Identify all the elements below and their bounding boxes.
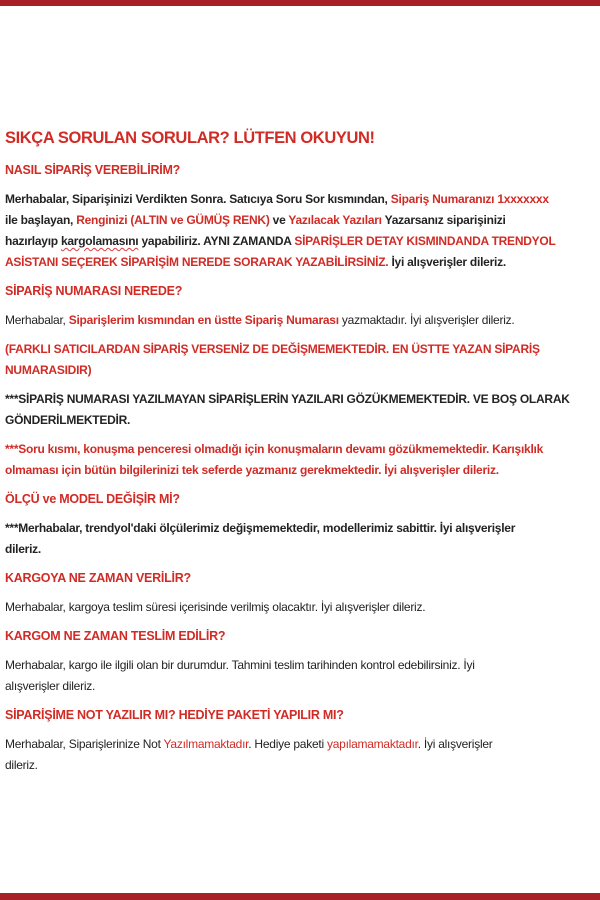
text-segment: yapabiliriz. AYNI ZAMANDA: [138, 234, 295, 248]
text-line: [5, 597, 594, 618]
text-segment: Renginizi (ALTIN ve GÜMÜŞ RENK): [76, 213, 270, 227]
text-segment: Merhabalar,: [5, 313, 69, 327]
text-segment: (FARKLI SATICILARDAN SİPARİŞ VERSENİZ DE DEĞİŞMEMEKTEDİR. EN ÜSTTE YAZAN SİPARİŞ: [5, 342, 540, 356]
heading-text: ÖLÇÜ ve MODEL DEĞİŞİR Mİ?: [5, 492, 180, 506]
text-segment: Merhabalar, Siparişinizi Verdikten Sonra. Satıcıya Soru Sor kısmından,: [5, 192, 391, 206]
text-line: [5, 734, 594, 755]
text-line: [5, 252, 594, 273]
text-segment: . Hediye paketi: [248, 737, 327, 751]
faq-paragraph: [5, 189, 594, 273]
faq-heading: [5, 489, 594, 510]
text-segment: Yazılmamaktadır: [163, 737, 249, 751]
faq-paragraph: [5, 339, 594, 381]
text-segment: ***Soru kısmı, konuşma penceresi olmadığı için konuşmaların devamı gözükmemektedir. Karışıklık: [5, 442, 544, 456]
text-line: [5, 755, 594, 776]
text-segment: Yazılacak Yazıları: [288, 213, 382, 227]
text-segment: Yazarsanız siparişinizi: [381, 213, 506, 227]
text-line: [5, 539, 594, 560]
heading-text: NASIL SİPARİŞ VEREBİLİRİM?: [5, 163, 181, 177]
text-line: [5, 310, 594, 331]
text-segment: yapılamamaktadır: [326, 737, 418, 751]
text-line: [5, 460, 594, 481]
page-title: SIKÇA SORULAN SORULAR? LÜTFEN OKUYUN!: [5, 129, 375, 147]
heading-text: SİPARİŞ NUMARASI NEREDE?: [5, 284, 183, 298]
text-line: [5, 518, 594, 539]
text-segment: Merhabalar, kargoya teslim süresi içerisinde verilmiş olacaktır. İyi alışverişler dileriz.: [5, 600, 426, 614]
faq-heading: [5, 705, 594, 726]
text-line: [5, 231, 594, 252]
heading-text: KARGOM NE ZAMAN TESLİM EDİLİR?: [5, 629, 226, 643]
faq-paragraph: [5, 597, 594, 618]
text-segment: olmaması için bütün bilgilerinizi tek seferde yazmanız gerekmektedir. İyi alışverişler dileriz.: [5, 463, 499, 477]
text-line: [5, 439, 594, 460]
heading-text: SİPARİŞİME NOT YAZILIR MI? HEDİYE PAKETİ YAPILIR MI?: [5, 708, 344, 722]
text-line: [5, 189, 594, 210]
text-line: [5, 339, 594, 360]
text-segment: dileriz.: [5, 758, 38, 772]
text-line: [5, 655, 594, 676]
text-segment: NUMARASIDIR): [5, 363, 92, 377]
text-segment: GÖNDERİLMEKTEDİR.: [5, 413, 131, 427]
text-segment: ASİSTANI SEÇEREK SİPARİŞİM NEREDE SORARAK YAZABİLİRSİNİZ.: [5, 255, 389, 269]
text-segment: hazırlayıp: [5, 234, 61, 248]
text-segment: Sipariş Numaranızı 1xxxxxxx: [390, 192, 549, 206]
text-segment: yazmaktadır. İyi alışverişler dileriz.: [338, 313, 515, 327]
text-line: [5, 676, 594, 697]
text-segment: dileriz.: [5, 542, 42, 556]
text-segment: ***Merhabalar, trendyol'daki ölçülerimiz değişmemektedir, modellerimiz sabittir. İyi alışverişler: [5, 521, 516, 535]
heading-text: KARGOYA NE ZAMAN VERİLİR?: [5, 571, 191, 585]
text-segment: alışverişler dileriz.: [5, 679, 96, 693]
faq-paragraph: [5, 518, 594, 560]
faq-paragraph: [5, 389, 594, 431]
faq-document: [0, 6, 600, 784]
spellcheck-underlined-word: kargolamasını: [60, 234, 139, 248]
faq-heading: [5, 626, 594, 647]
faq-heading: [5, 160, 594, 181]
text-segment: . İyi alışverişler: [417, 737, 493, 751]
text-segment: Merhabalar, kargo ile ilgili olan bir durumdur. Tahmini teslim tarihinden kontrol edebilirsiniz. İyi: [5, 658, 475, 672]
text-segment: SİPARİŞLER DETAY KISMINDANDA TRENDYOL: [294, 234, 556, 248]
text-line: [5, 410, 594, 431]
text-segment: Merhabalar, Siparişlerinize Not: [5, 737, 164, 751]
faq-paragraph: [5, 310, 594, 331]
faq-paragraph: [5, 734, 594, 776]
text-segment: Siparişlerim kısmından en üstte Sipariş Numarası: [68, 313, 339, 327]
faq-heading: [5, 281, 594, 302]
text-segment: ***SİPARİŞ NUMARASI YAZILMAYAN SİPARİŞLERİN YAZILARI GÖZÜKMEMEKTEDİR. VE BOŞ OLARAK: [5, 392, 570, 406]
text-segment: ile başlayan,: [5, 213, 77, 227]
text-line: [5, 389, 594, 410]
bottom-border-bar: [0, 893, 600, 900]
faq-content: [5, 160, 594, 776]
faq-paragraph: [5, 439, 594, 481]
text-segment: ve: [269, 213, 289, 227]
faq-paragraph: [5, 655, 594, 697]
text-segment: İyi alışverişler dileriz.: [388, 255, 506, 269]
faq-heading: [5, 568, 594, 589]
text-line: [5, 360, 594, 381]
text-line: [5, 210, 594, 231]
